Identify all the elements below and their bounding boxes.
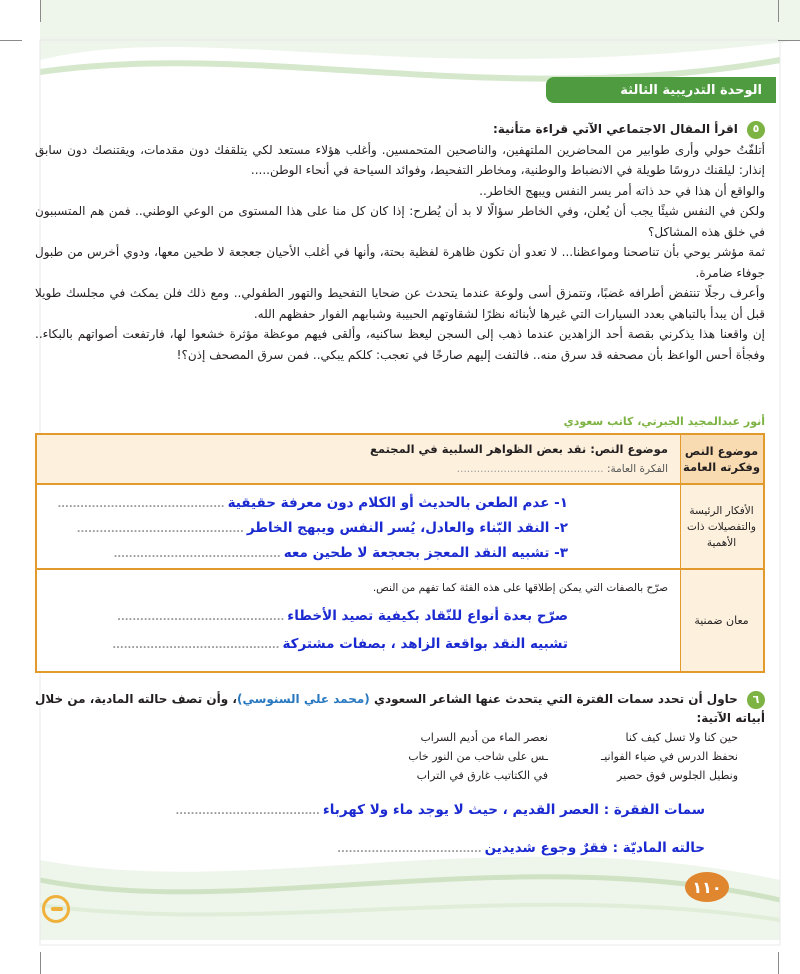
poem-verse: نحفظ الدرس في ضياء الفوانيـ ـس على شاحب من النور خاب: [408, 750, 738, 763]
crop-mark: [778, 952, 779, 974]
meanings-instruction: صرّح بالصفات التي يمكن إطلاقها على هذه الفئة كما تفهم من النص.: [372, 582, 668, 594]
topic-text: موضوع النص: نقد بعض الظواهر السلبية في المجتمع: [370, 442, 668, 456]
handwritten-idea: ١- عدم الطعن بالحديث أو الكلام دون معرفة حقيقية............................................: [57, 495, 568, 511]
question-text: ، وأن تصف حالته المادية، من خلال أبياته الآتية:: [35, 692, 765, 725]
article-paragraph: وأعرف رجلًا تنتفض أطرافه غضبًا، وتتمزق أسى ولوعة عندما يتحدث عن ضحايا التفحيط والتهور الطفولي.. ومع ذلك فلن يمكث في مجلسك طويلا قبل أن يبدأ بالتباهي بعدد السيارات التي غيرها لأبنائه نظرًا لشقاوتهم الحبيبة وشبابهم الفوار حفظهم الله.: [35, 286, 765, 321]
article-paragraph: أتلفّتُ حولي وأرى طوابير من المحاضرين الملتهفين، والناصحين المتحمسين. وأغلب هؤلاء مستعد لكي يتلقفك دون مقدمات، ويقتنصك دون سابق إنذار: ليلقنك دروسًا طويلة في الانضباط والوطنية، ومخاطر التفحيط، وفوائد السياحة في أنحاء الوطن.....: [35, 142, 765, 177]
question-number: ٦: [747, 691, 765, 709]
article-paragraph: والواقع أن هذا في حد ذاته أمر يسر النفس ويبهج الخاطر..: [479, 183, 765, 198]
ideas-cell[interactable]: [36, 484, 681, 569]
question-instruction: اقرأ المقال الاجتماعي الآتي قراءة متأنية:: [493, 122, 738, 136]
crop-mark: [0, 40, 22, 41]
question-text: حاول أن تحدد سمات الفترة التي يتحدث عنها الشاعر السعودي: [373, 692, 738, 706]
answer-financial-state[interactable]: حالته الماديّة : فقرٌ وجوع شديدين......................................: [337, 840, 705, 856]
poet-name: (محمد علي السنوسي): [236, 692, 370, 706]
poem-verse: حين كنا ولا تسل كيف كنا نعصر الماء من أديم السراب: [420, 731, 738, 744]
crop-mark: [40, 952, 41, 974]
question-5: [35, 119, 765, 365]
handwritten-meaning: صرّح بعدة أنواع للنّقاد بكيفية تصيد الأخطاء............................................: [117, 608, 568, 624]
crop-mark: [778, 40, 800, 41]
article-paragraph: إن واقعنا هذا يذكرني بقصة أحد الزاهدين عندما ذهب إلى السجن ليعظ ساكنيه، وألقى فيهم موعظة مؤثرة خشعوا لها، فارتفعت أصواتهم بالبكاء.. وفجأة أحس الواعظ بأن مصحفه قد سرق منه.. فالتفت إليهم صارخًا في تعجب: كلكم يبكي.. فمن سرق المصحف إذن؟!: [35, 327, 765, 362]
publisher-logo-icon: [42, 895, 70, 923]
article-paragraph: ولكن في النفس شيئًا يجب أن يُعلن، وفي الخاطر سؤالًا لا بد أن يُطرح: إذا كان كل منا على هذا المستوى من الوعي الوطني.. فمن هم المتسببون في خلق هذه المشاكل؟: [35, 204, 765, 239]
general-idea-label: الفكرة العامة:: [606, 463, 668, 475]
analysis-table: [35, 433, 765, 673]
answer-dots: ............................................: [456, 463, 604, 475]
question-number: ٥: [747, 121, 765, 139]
unit-title-tab: [546, 77, 776, 103]
crop-mark: [778, 0, 779, 22]
row-label-topic: موضوع النص وفكرته العامة: [679, 434, 764, 484]
poem-verse: ونطيل الجلوس فوق حصير في الكتاتيب غارق في التراب: [416, 769, 738, 782]
answer-period-features[interactable]: سمات الفقرة : العصر القديم ، حيث لا يوجد ماء ولا كهرباء......................................: [175, 802, 705, 818]
row-label-ideas: الأفكار الرئيسة والتفصيلات ذات الأهمية: [679, 484, 764, 569]
article-paragraph: ثمة مؤشر يوحي بأن تناصحنا ومواعظنا... لا تعدو أن تكون ظاهرة لفظية بحتة، وأنها في أغلب الأحيان جعجعة لا طحين معها، ودوي أخرس من طبول جوفاء ضامرة.: [35, 245, 765, 280]
handwritten-idea: ٣- تشبيه النقد المعجز بجعجعة لا طحين معه............................................: [113, 545, 568, 561]
row-label-meanings: معان ضمنية: [679, 569, 764, 672]
page-number: ١١٠: [685, 872, 729, 902]
general-idea-field[interactable]: [457, 463, 668, 475]
crop-mark: [40, 0, 41, 22]
handwritten-idea: ٢- النقد البّناء والعادل، يُسر النفس ويبهج الخاطر............................................: [76, 520, 568, 536]
unit-title: الوحدة التدريبية الثالثة: [620, 82, 762, 98]
topic-cell: [36, 434, 681, 484]
article-author: أنور عبدالمجيد الجبرتي، كاتب سعودي: [563, 415, 765, 428]
question-6: [35, 690, 765, 727]
handwritten-meaning: تشبيه النقد بواقعة الزاهد ، بصفات مشتركة............................................: [112, 636, 568, 652]
poem: [378, 728, 738, 785]
meanings-cell[interactable]: [36, 569, 681, 672]
